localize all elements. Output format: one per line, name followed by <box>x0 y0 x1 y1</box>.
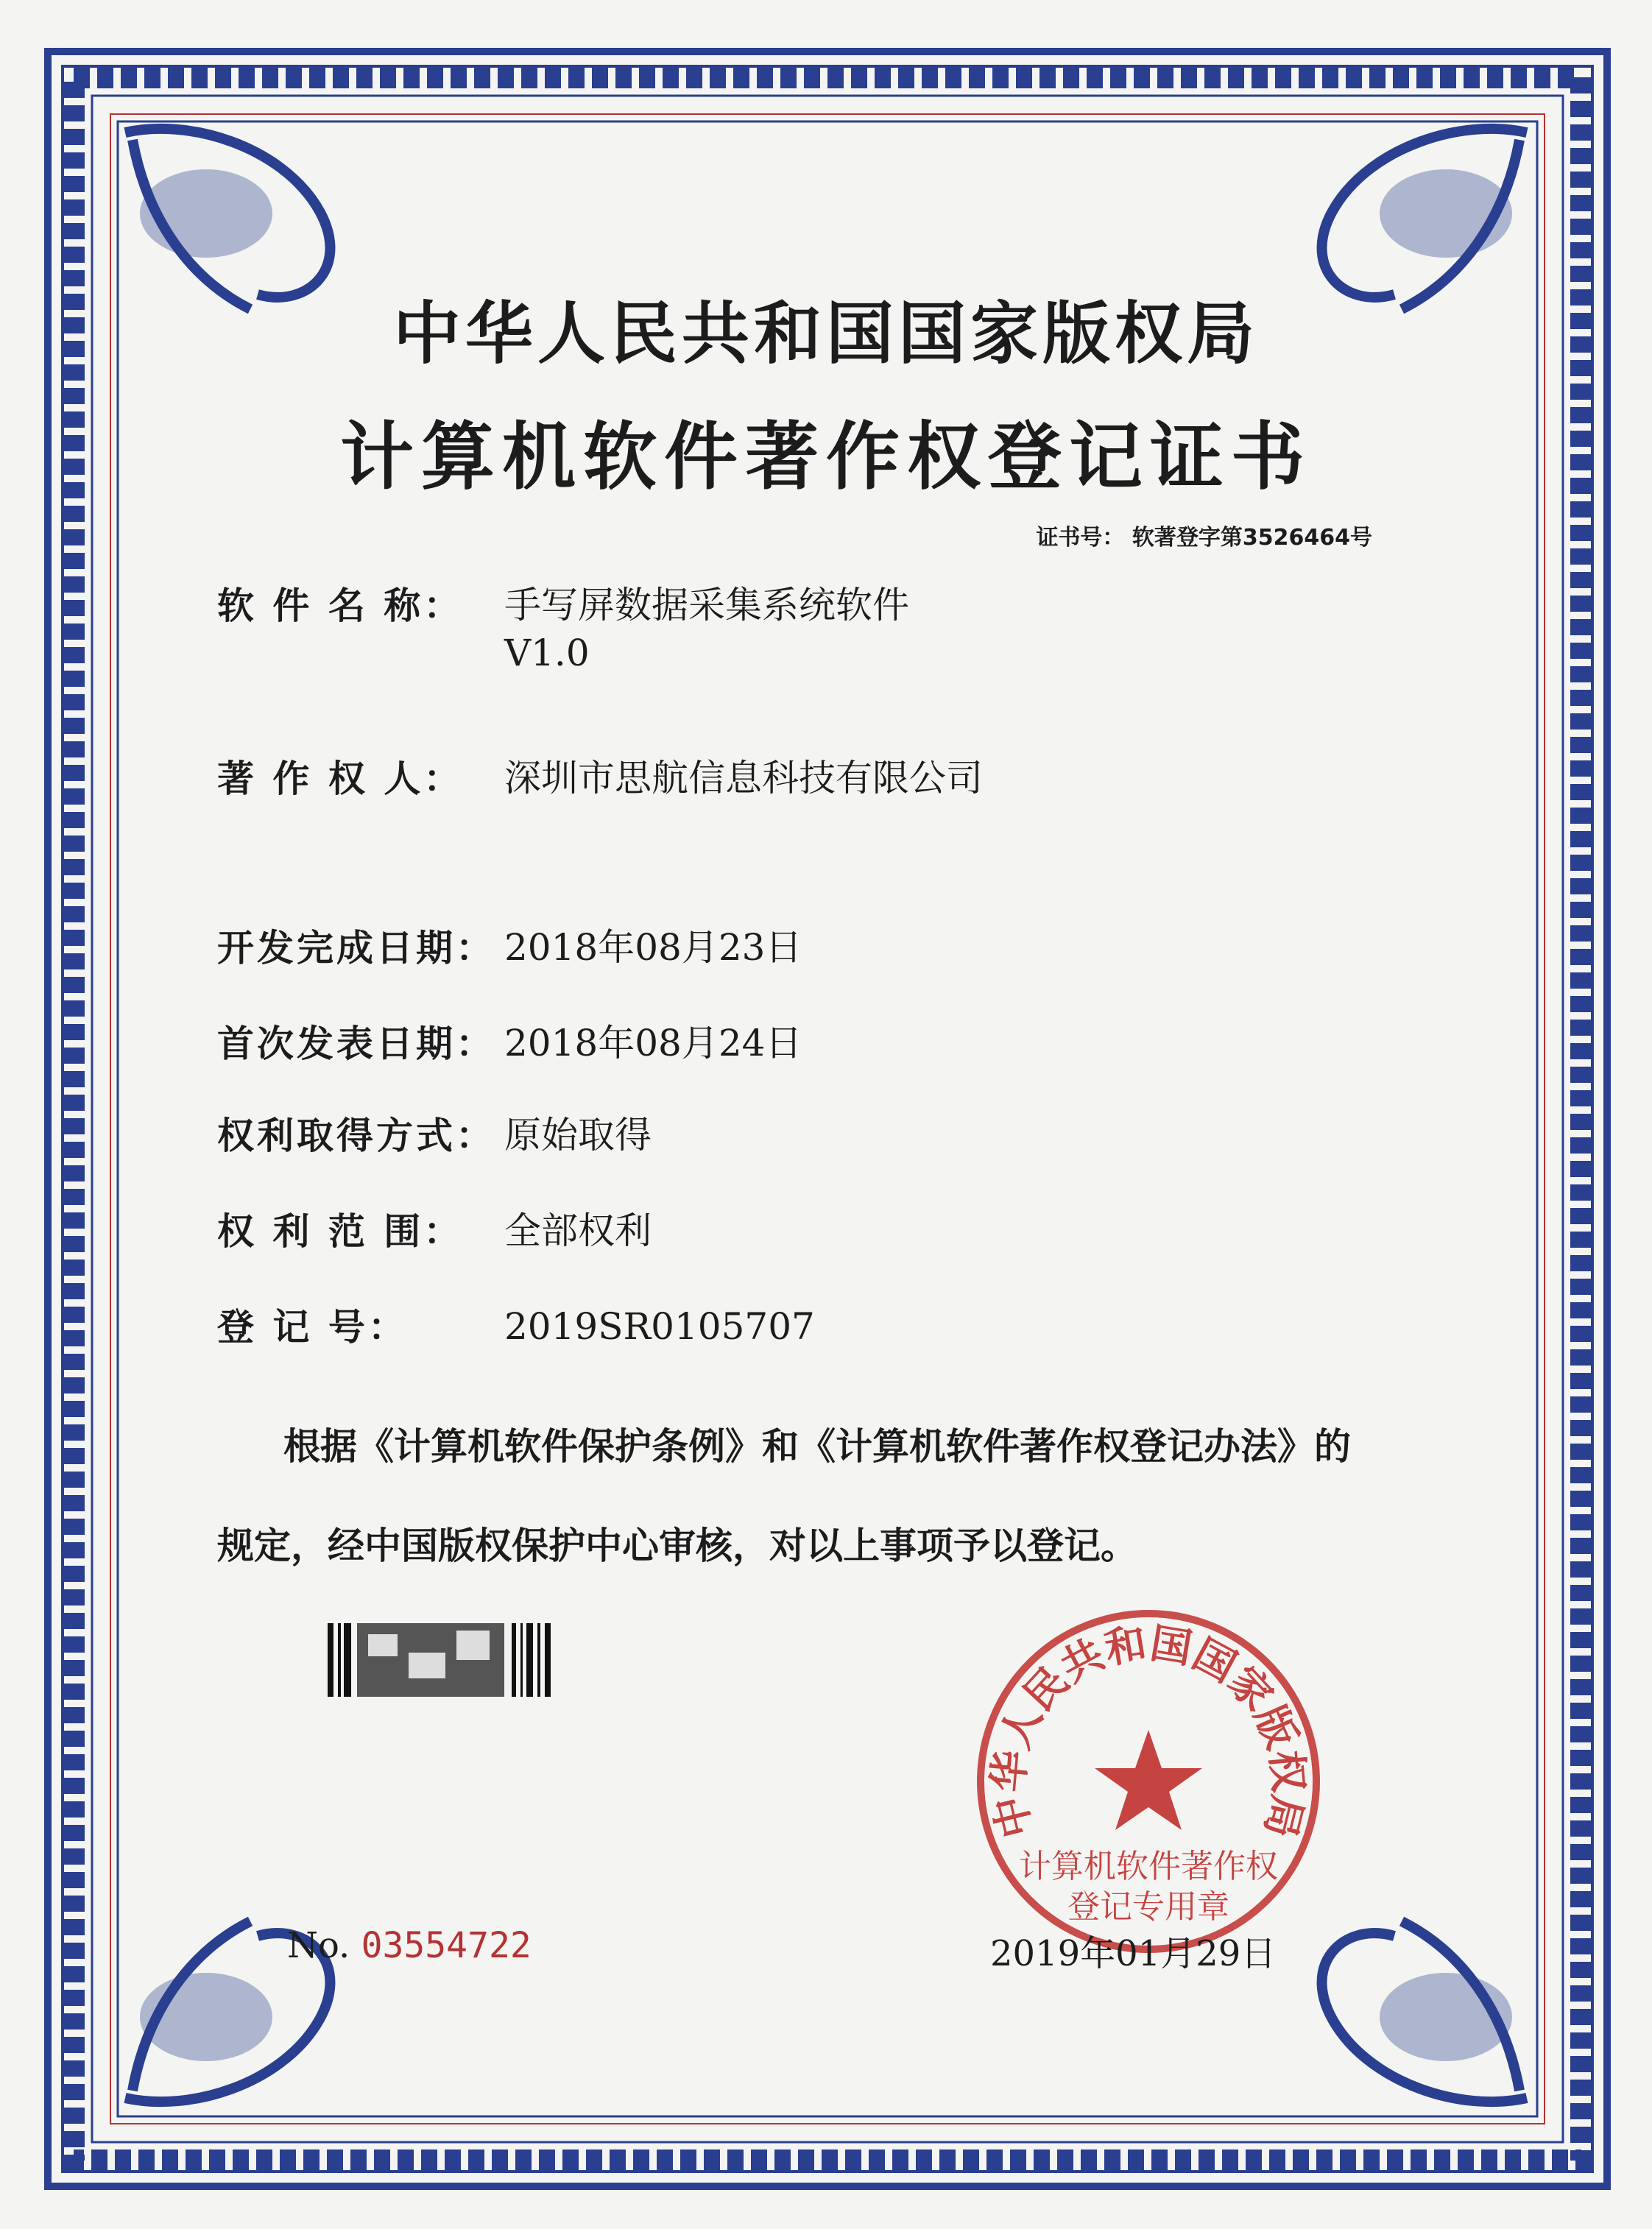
seal-inner-line-1: 计算机软件著作权 <box>1019 1848 1278 1885</box>
seal-inner-line-2: 登记专用章 <box>1067 1888 1229 1926</box>
software-version-value: V1.0 <box>504 632 590 674</box>
official-seal <box>972 1605 1325 1958</box>
serial-value: 03554722 <box>361 1925 532 1966</box>
acquisition-method-label: 权利取得方式： <box>217 1114 495 1157</box>
publish-date-value: 2018年08月24日 <box>504 1022 802 1064</box>
software-name-value: 手写屏数据采集系统软件 <box>504 584 909 626</box>
copyright-owner-row <box>217 755 983 802</box>
rights-scope-row <box>217 1207 652 1255</box>
serial-prefix: No. <box>287 1925 350 1966</box>
software-name-row <box>217 582 909 677</box>
rights-scope-value: 全部权利 <box>504 1209 652 1252</box>
publish-date-label: 首次发表日期： <box>217 1022 495 1065</box>
acquisition-method-value: 原始取得 <box>504 1114 652 1156</box>
registration-number-value: 2019SR0105707 <box>504 1305 815 1348</box>
issue-date: 2019年01月29日 <box>990 1933 1277 1974</box>
publish-date-row <box>217 1020 802 1067</box>
statement-line-1: 根据《计算机软件保护条例》和《计算机软件著作权登记办法》的 <box>283 1425 1351 1468</box>
development-date-row <box>217 924 802 972</box>
statement-line-2: 规定，经中国版权保护中心审核，对以上事项予以登记。 <box>217 1525 1137 1567</box>
certificate-number: 证书号： 软著登字第3526464号 <box>1036 525 1372 551</box>
serial-number <box>287 1925 532 1966</box>
registration-number-row <box>217 1303 815 1351</box>
copyright-owner-label: 著 作 权 人： <box>217 757 464 800</box>
certificate-title: 计算机软件著作权登记证书 <box>340 413 1312 500</box>
rights-scope-label: 权 利 范 围： <box>217 1209 464 1253</box>
registration-number-label: 登 记 号： <box>217 1305 408 1349</box>
acquisition-method-row <box>217 1112 652 1159</box>
seal-ring-text: 中华人民共和国国家版权局 <box>984 1619 1313 1843</box>
software-name-label: 软 件 名 称： <box>217 584 464 627</box>
issuer-heading: 中华人民共和国国家版权局 <box>392 294 1259 373</box>
barcode <box>328 1619 556 1700</box>
development-date-label: 开发完成日期： <box>217 926 495 969</box>
development-date-value: 2018年08月23日 <box>504 926 802 969</box>
copyright-owner-value: 深圳市思航信息科技有限公司 <box>504 757 983 799</box>
